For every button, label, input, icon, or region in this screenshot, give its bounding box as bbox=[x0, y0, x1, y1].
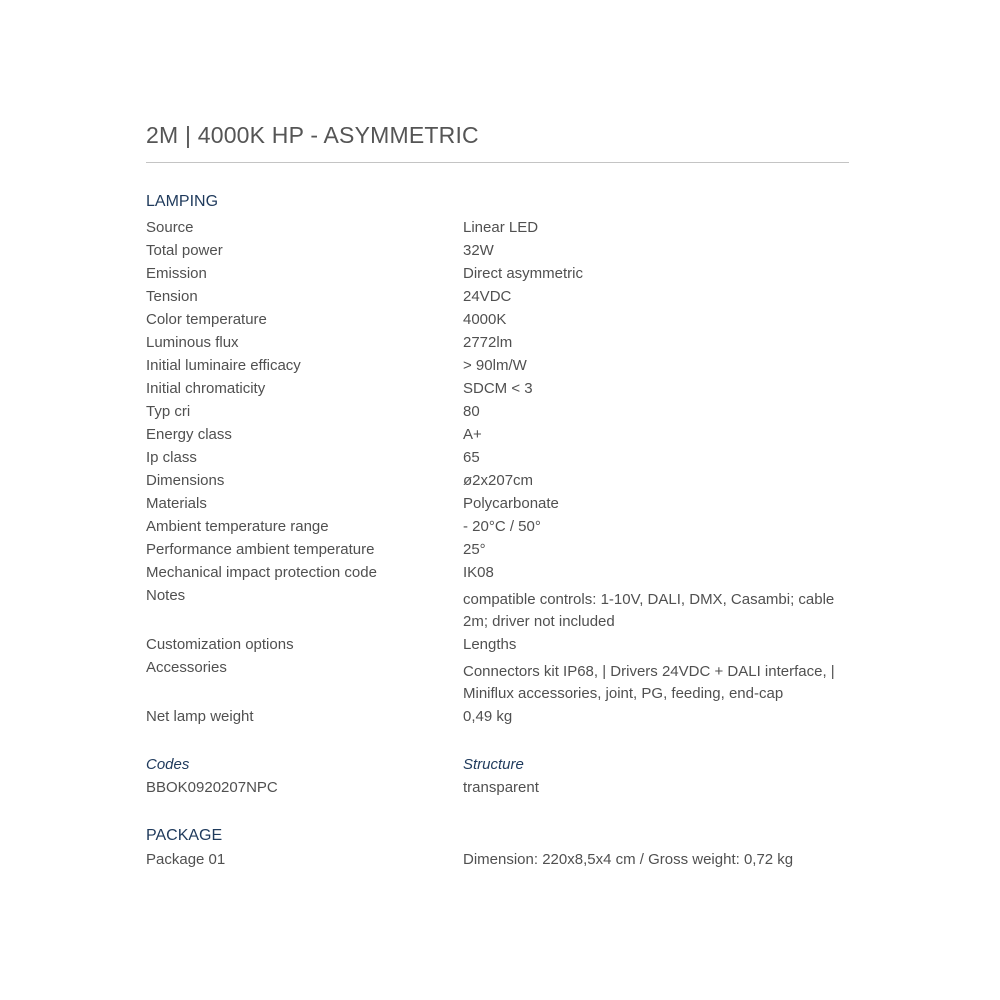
codes-heading: Codes bbox=[146, 756, 190, 773]
spec-label: Color temperature bbox=[146, 311, 267, 328]
spec-label: Tension bbox=[146, 288, 198, 305]
spec-value: Lengths bbox=[463, 636, 517, 653]
spec-value: Direct asymmetric bbox=[463, 265, 584, 282]
spec-value: 4000K bbox=[463, 311, 507, 328]
product-code: BBOK0920207NPC bbox=[146, 779, 278, 796]
spec-label: Ambient temperature range bbox=[146, 518, 329, 535]
spec-label: Emission bbox=[146, 265, 207, 282]
spec-label: Notes bbox=[146, 587, 186, 604]
structure-value: transparent bbox=[463, 779, 539, 796]
lamping-heading: LAMPING bbox=[146, 193, 219, 210]
spec-label: Net lamp weight bbox=[146, 708, 254, 725]
spec-value: Connectors kit IP68, | Drivers 24VDC + DALI interface, | Miniflux accessories, joint, PG, feeding, end-cap bbox=[463, 663, 835, 702]
spec-value: 32W bbox=[463, 242, 494, 259]
spec-value: 24VDC bbox=[463, 288, 512, 305]
spec-value: - 20°C / 50° bbox=[463, 518, 541, 535]
package-heading: PACKAGE bbox=[146, 827, 223, 844]
spec-label: Performance ambient temperature bbox=[146, 541, 375, 558]
spec-label: Total power bbox=[146, 242, 223, 259]
page-title: 2M | 4000K HP - ASYMMETRIC bbox=[146, 122, 479, 148]
spec-label: Initial luminaire efficacy bbox=[146, 357, 301, 374]
spec-label: Ip class bbox=[146, 449, 197, 466]
spec-value: 2772lm bbox=[463, 334, 513, 351]
spec-label: Accessories bbox=[146, 659, 227, 676]
spec-value: 65 bbox=[463, 449, 480, 466]
spec-label: Energy class bbox=[146, 426, 232, 443]
spec-label: Customization options bbox=[146, 636, 294, 653]
spec-value: > 90lm/W bbox=[463, 357, 527, 374]
spec-label: Typ cri bbox=[146, 403, 191, 420]
spec-label: Luminous flux bbox=[146, 334, 239, 351]
spec-value: IK08 bbox=[463, 564, 494, 581]
spec-value: A+ bbox=[463, 426, 482, 443]
spec-value: Polycarbonate bbox=[463, 495, 559, 512]
spec-value: 80 bbox=[463, 403, 480, 420]
spec-value: Linear LED bbox=[463, 219, 539, 236]
package-label: Package 01 bbox=[146, 851, 226, 868]
spec-value: ø2x207cm bbox=[463, 472, 534, 489]
package-value: Dimension: 220x8,5x4 cm / Gross weight: 0,72 kg bbox=[463, 851, 794, 868]
spec-value: 0,49 kg bbox=[463, 708, 513, 725]
spec-label: Initial chromaticity bbox=[146, 380, 266, 397]
spec-value: 25° bbox=[463, 541, 486, 558]
spec-label: Dimensions bbox=[146, 472, 225, 489]
spec-label: Materials bbox=[146, 495, 207, 512]
spec-label: Mechanical impact protection code bbox=[146, 564, 377, 581]
spec-value: compatible controls: 1-10V, DALI, DMX, Casambi; cable 2m; driver not included bbox=[463, 591, 835, 630]
spec-label: Source bbox=[146, 219, 194, 236]
title-divider bbox=[146, 162, 849, 163]
spec-value: SDCM < 3 bbox=[463, 380, 533, 397]
structure-heading: Structure bbox=[463, 756, 524, 773]
